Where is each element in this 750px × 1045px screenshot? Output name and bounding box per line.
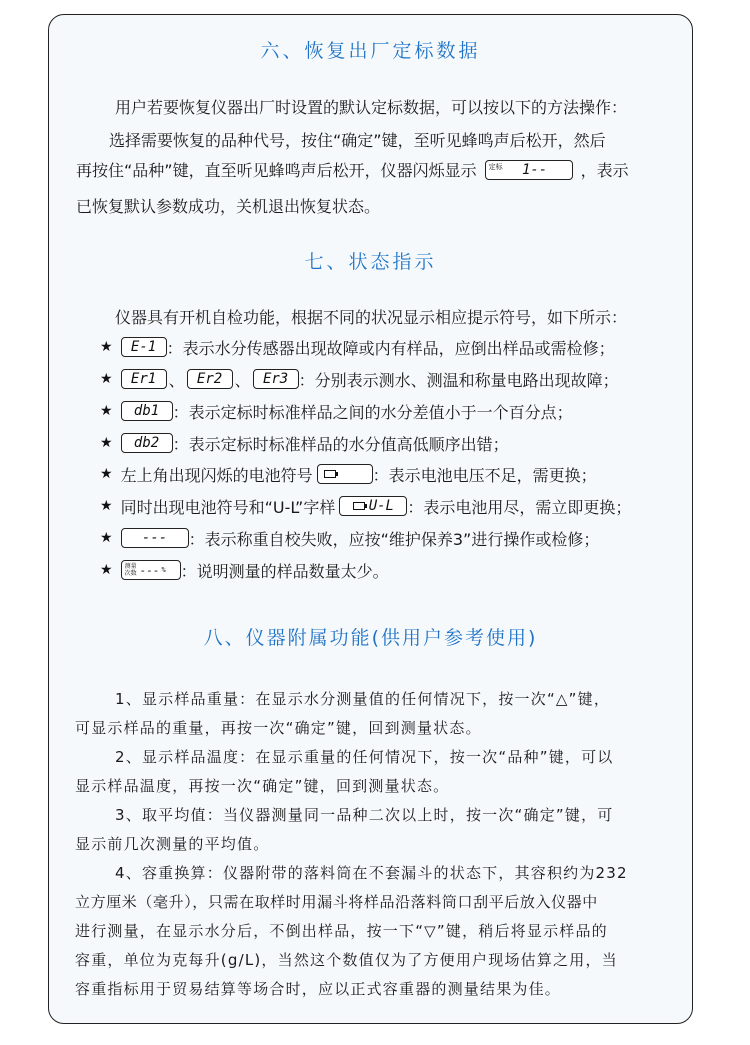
- star-icon: ★: [100, 339, 113, 355]
- lcd-code: db2: [121, 433, 173, 453]
- sec6-line-2: 选择需要恢复的品种代号，按住“确定”键，至听见蜂鸣声后松开，然后: [109, 131, 606, 150]
- star-icon: ★: [100, 371, 113, 387]
- status-item-text-a: 左上角出现闪烁的电池符号: [120, 465, 313, 485]
- star-icon: ★: [100, 498, 113, 514]
- lcd-tiny-label: 次数: [124, 570, 137, 577]
- lcd-display-restore: [485, 160, 573, 180]
- section-8-heading: 八、仪器附属功能(供用户参考使用): [203, 627, 538, 649]
- lcd-code: Er1: [121, 369, 167, 389]
- lcd-tiny-label: 测量: [124, 563, 137, 570]
- sec8-para-3-line-2: 显示前几次测量的平均值。: [75, 835, 270, 853]
- separator: 、: [234, 370, 251, 390]
- lcd-code: E-1: [121, 337, 167, 357]
- lcd-code: Er3: [253, 369, 299, 389]
- status-item-text: ：表示定标时标准样品的水分值高低顺序出错；: [172, 434, 509, 454]
- status-item-text: ：表示定标时标准样品之间的水分差值小于一个百分点；: [172, 402, 573, 422]
- lcd-battery-ul-display: [339, 496, 407, 516]
- sec8-para-4-line-5: 容重指标用于贸易结算等场合时，应以正式容重器的测量结果为佳。: [75, 980, 562, 998]
- status-item-7: [100, 525, 599, 551]
- star-icon: ★: [100, 435, 113, 451]
- status-item-6: [100, 493, 631, 519]
- status-item-text: ：表示电池用尽，需立即更换；: [407, 497, 632, 517]
- sec8-para-4-line-2: 立方厘米（毫升），只需在取样时用漏斗将样品沿落料筒口刮平后放入仪器中: [75, 893, 598, 911]
- lcd-value: 1--: [521, 161, 548, 178]
- sec7-intro: 仪器具有开机自检功能，根据不同的状况显示相应提示符号，如下所示：: [115, 308, 628, 327]
- sec8-para-2-line-1: 2、显示样品温度：在显示重量的任何情况下，按一次“品种”键，可以: [115, 748, 614, 766]
- section-6-heading: 六、恢复出厂定标数据: [260, 40, 481, 62]
- status-item-text-a: 同时出现电池符号和“U-L”字样: [120, 497, 336, 517]
- status-item-1: [100, 334, 615, 360]
- section-7-heading: 七、状态指示: [304, 251, 437, 273]
- status-item-8: [100, 557, 389, 583]
- status-item-text: ：表示称重自校失败，应按“维护保养3”进行操作或检修；: [188, 529, 600, 549]
- status-item-text: ：表示水分传感器出现故障或内有样品，应倒出样品或需检修；: [166, 338, 615, 358]
- lcd-code: db1: [121, 401, 173, 421]
- status-item-3: [100, 398, 573, 424]
- status-item-4: [100, 430, 509, 456]
- lcd-battery-display: [317, 464, 373, 484]
- sec8-para-4-line-3: 进行测量，在显示水分后，不倒出样品，按一下“▽”键，稍后将显示样品的: [75, 922, 608, 940]
- status-item-text: ：说明测量的样品数量太少。: [180, 561, 389, 581]
- sec8-para-2-line-2: 显示样品温度，再按一次“确定”键，回到测量状态。: [75, 777, 450, 795]
- lcd-code: ---: [139, 563, 160, 577]
- lcd-count-display: [121, 560, 181, 580]
- status-item-text: ：表示电池电压不足，需更换；: [372, 465, 597, 485]
- sec8-para-1-line-2: 可显示样品的重量，再按一次“确定”键，回到测量状态。: [75, 719, 482, 737]
- star-icon: ★: [100, 562, 113, 578]
- sec6-line-3-text-a: 再按住“品种”键，直至听见蜂鸣声后松开，仪器闪烁显示: [76, 161, 477, 180]
- lcd-small-label: 定标: [488, 162, 503, 171]
- star-icon: ★: [100, 466, 113, 482]
- lcd-code: U-L: [368, 498, 394, 514]
- status-item-5: [100, 461, 597, 487]
- status-item-2: [100, 366, 619, 392]
- lcd-percent: %: [161, 566, 166, 574]
- battery-icon: [353, 502, 365, 510]
- sec8-para-4-line-4: 容重，单位为克每升(g/L)，当然这个数值仅为了方便用户现场估算之用，当: [75, 951, 618, 969]
- star-icon: ★: [100, 403, 113, 419]
- status-item-text: ：分别表示测水、测温和称量电路出现故障；: [298, 370, 619, 390]
- lcd-code: Er2: [187, 369, 233, 389]
- battery-icon: [324, 470, 336, 478]
- sec8-para-4-line-1: 4、容重换算：仪器附带的落料筒在不套漏斗的状态下，其容积约为232: [115, 864, 628, 882]
- sec8-para-1-line-1: 1、显示样品重量：在显示水分测量值的任何情况下，按一次“△”键，: [115, 690, 611, 708]
- star-icon: ★: [100, 530, 113, 546]
- sec6-line-3-text-b: ，表示: [580, 161, 629, 180]
- sec8-para-3-line-1: 3、取平均值：当仪器测量同一品种二次以上时，按一次“确定”键，可: [115, 806, 614, 824]
- lcd-code: ---: [121, 528, 189, 548]
- sec6-line-4: 已恢复默认参数成功，关机退出恢复状态。: [76, 197, 381, 216]
- sec6-line-3: [76, 158, 629, 181]
- separator: 、: [168, 370, 185, 390]
- sec6-line-1: 用户若要恢复仪器出厂时设置的默认定标数据，可以按以下的方法操作：: [115, 98, 628, 117]
